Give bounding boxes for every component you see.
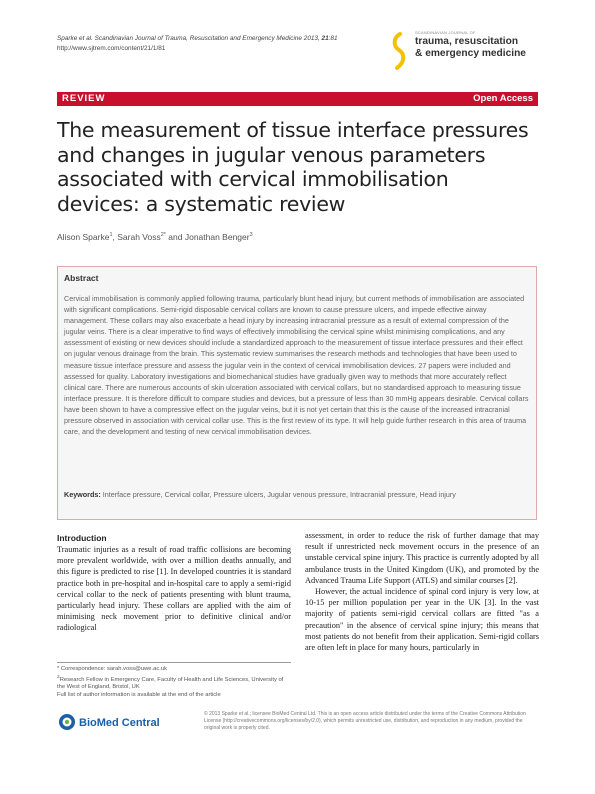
footnotes xyxy=(57,662,291,699)
introduction-heading: Introduction xyxy=(57,533,107,543)
article-url-link[interactable]: http://www.sjtrem.com/content/21/1/81 xyxy=(57,45,166,52)
author-1-affil: 1 xyxy=(109,232,113,239)
keywords-list: Interface pressure, Cervical collar, Pressure ulcers, Jugular venous pressure, Intracranial pressure, Head injury xyxy=(102,490,456,499)
author-2[interactable]: Sarah Voss xyxy=(117,232,161,242)
author-list xyxy=(57,232,253,242)
article-title: The measurement of tissue interface pressures and changes in jugular venous parameters associated with cervical immobilisation devices: a systematic review xyxy=(57,118,529,216)
full-list-note: Full list of author information is available at the end of the article xyxy=(57,691,221,698)
article-type-banner xyxy=(57,92,538,106)
intro-paragraph-1: Traumatic injuries as a result of road traffic collisions are becoming more prevalent worldwide, with over a million deaths annually, and this figure is predicted to rise [1]. In developed countries it is standard practice both in pre-hospital and in-hospital care to apply a semi-rigid cervical collar to the neck of patients presenting with blunt trauma, particularly head injury. These collars are applied with the aim of minimising neck movement prior to definitive clinical and/or radiological xyxy=(57,545,291,633)
citation-header xyxy=(57,34,338,54)
citation-article: :81 xyxy=(328,35,338,42)
author-separator: , xyxy=(112,232,118,242)
affiliation-text: Research Fellow in Emergency Care, Faculty of Health and Life Sciences, University of the West of England, Bristol, UK xyxy=(57,676,284,691)
journal-name xyxy=(415,36,526,59)
author-2-affil: 2* xyxy=(160,232,166,239)
author-3[interactable]: Jonathan Benger xyxy=(184,232,250,242)
keywords xyxy=(64,489,530,500)
keywords-label: Keywords: xyxy=(64,490,101,499)
author-separator: and xyxy=(165,232,185,242)
body-column-right xyxy=(305,530,539,653)
open-access-label: Open Access xyxy=(473,93,533,104)
affiliation-sup: 2 xyxy=(57,674,60,680)
author-3-affil: 3 xyxy=(249,232,253,239)
affiliation-note xyxy=(57,674,291,692)
journal-small-label: SCANDINAVIAN JOURNAL OF xyxy=(415,30,476,35)
biomed-central-logo-text: BioMed Central xyxy=(79,717,160,729)
journal-name-line2: & emergency medicine xyxy=(415,47,526,59)
intro-paragraph-3: However, the actual incidence of spinal cord injury is very low, at 10-15 per million population per year in the UK [3]. In the vast majority of patients semi-rigid cervical collars are fitted "as a precaution" in the absence of cervical spine injury; this means that most patients do not benefit from their application. Semi-rigid collars are often left in place for many hours, particularly in xyxy=(305,587,539,653)
biomed-central-logo xyxy=(57,710,177,734)
abstract-heading: Abstract xyxy=(64,273,99,283)
journal-name-line1: trauma, resuscitation xyxy=(415,36,519,47)
citation-volume: 21 xyxy=(321,35,329,42)
author-1[interactable]: Alison Sparke xyxy=(57,232,110,242)
intro-paragraph-2: assessment, in order to reduce the risk of further damage that may result if unrestricted neck movement occurs in the presence of an unstable cervical spine injury. This practice is currently adopted by all ambulance trusts in the United Kingdom (UK), and promoted by the Advanced Trauma Life Support (ATLS) and similar courses [2]. xyxy=(305,531,539,585)
copyright-notice: © 2013 Sparke et al.; licensee BioMed Central Ltd. This is an open access article distributed under the terms of the Creative Commons Attribution License (http://creativecommons.org/licenses/by/2.0), which permits unrestricted use, distribution, and reproduction in any medium, provided the original work is properly cited. xyxy=(204,711,526,731)
citation-text: Sparke et al. Scandinavian Journal of Trauma, Resuscitation and Emergency Medicine 2013, xyxy=(57,35,320,42)
correspondence-note: * Correspondence: sarah.voss@uwe.ac.uk xyxy=(57,666,167,672)
body-column-left xyxy=(57,530,291,634)
abstract-text: Cervical immobilisation is commonly applied following trauma, particularly blunt head injury, but current methods of immobilisation are associated with significant complications. Semi-rigid disposable cervical collars are known to cause pressure ulcers, and impede effective airway management. These collars may also exacerbate a head injury by increasing intracranial pressure as a result of external compression of the jugular veins. There is a clear imperative to find ways of effectively immobilising the cervical spine whilst minimising complications, and any assessment of existing or new devices should include a standardized approach to the measurement of tissue interface pressures and their effect on jugular venous drainage from the brain. This systematic review summarises the research methods and technologies that have been used to measure tissue interface pressure and assess the jugular vein in the context of cervical immobilisation devices. 27 papers were included and assessed for quality. Laboratory investigations and biomechanical studies have gradually given way to methods that more accurately reflect clinical care. There are numerous accounts of skin ulceration associated with cervical collars, but no standardised approach to measuring tissue interface pressure. It is therefore difficult to compare studies and devices, but a pressure of less than 30 mmHg appears desirable. Cervical collars have been shown to have a compressive effect on the jugular veins, but it is not yet certain that this is the cause of the increased intracranial pressure observed in association with cervical collar use. This is the first review of its type. It will help guide further research in this area of trauma care, and the development and testing of new cervical immobilisation devices. xyxy=(64,294,529,437)
article-type-label: REVIEW xyxy=(62,93,106,104)
